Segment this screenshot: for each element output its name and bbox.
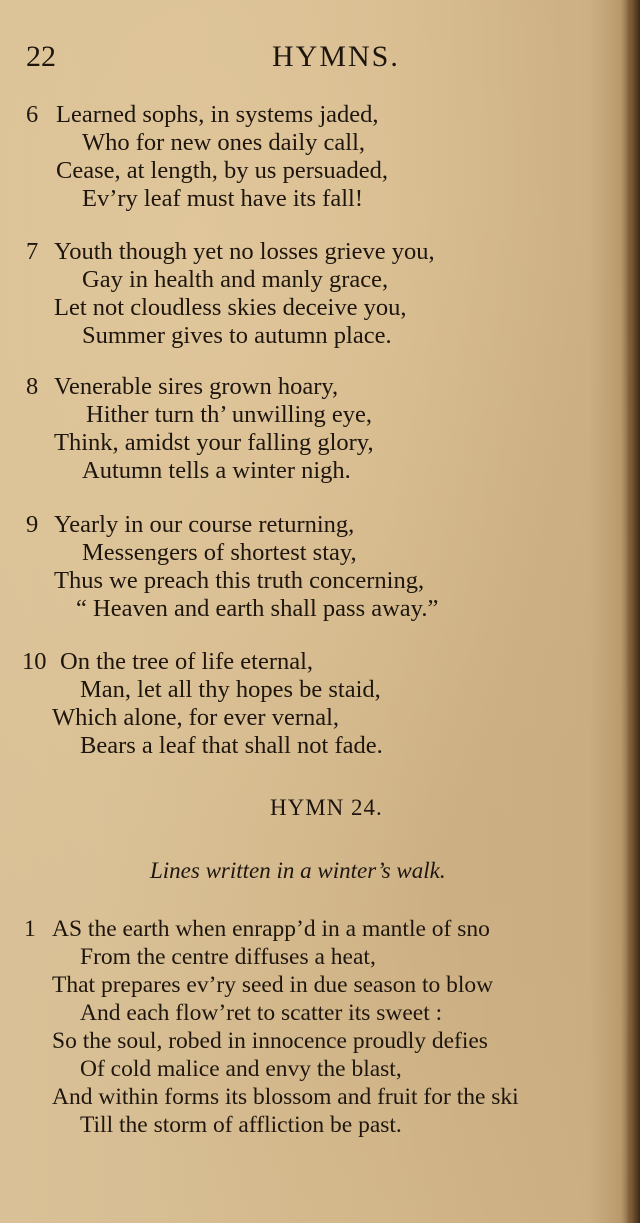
verse-line: Cease, at length, by us persuaded, bbox=[56, 157, 389, 184]
verse-line: Bears a leaf that shall not fade. bbox=[80, 732, 383, 759]
verse-line: Which alone, for ever vernal, bbox=[52, 704, 340, 731]
running-head: HYMNS. bbox=[272, 40, 400, 73]
verse-line: Summer gives to autumn place. bbox=[82, 322, 392, 349]
verse-line: So the soul, robed in innocence proudly defies bbox=[52, 1028, 488, 1054]
verse-line: Think, amidst your falling glory, bbox=[54, 429, 374, 456]
verse-line: Autumn tells a winter nigh. bbox=[82, 457, 351, 484]
stanza-number: 6 bbox=[26, 101, 39, 128]
verse-line: Yearly in our course returning, bbox=[54, 511, 355, 538]
verse-line: Thus we preach this truth concerning, bbox=[54, 567, 425, 594]
verse-line: “ Heaven and earth shall pass away.” bbox=[76, 595, 439, 622]
page-spine-shadow bbox=[626, 0, 640, 1223]
verse-line: On the tree of life eternal, bbox=[60, 648, 314, 675]
verse-line: Messengers of shortest stay, bbox=[82, 539, 357, 566]
verse-line: Youth though yet no losses grieve you, bbox=[54, 238, 435, 265]
verse-line: Till the storm of affliction be past. bbox=[80, 1112, 402, 1138]
stanza-number: 9 bbox=[26, 511, 39, 538]
verse-line: Who for new ones daily call, bbox=[82, 129, 366, 156]
verse-line: Hither turn th’ unwilling eye, bbox=[86, 401, 372, 428]
verse-line: Learned sophs, in systems jaded, bbox=[56, 101, 379, 128]
hymn-title: HYMN 24. bbox=[270, 795, 383, 820]
stanza-number: 7 bbox=[26, 238, 39, 265]
stanza-number: 1 bbox=[24, 916, 36, 942]
verse-line: Venerable sires grown hoary, bbox=[54, 373, 339, 400]
verse-line: AS the earth when enrapp’d in a mantle of sno bbox=[52, 916, 490, 942]
verse-line: And within forms its blossom and fruit for the ski bbox=[52, 1084, 519, 1110]
verse-line: And each flow’ret to scatter its sweet : bbox=[80, 1000, 443, 1026]
verse-line: Gay in health and manly grace, bbox=[82, 266, 389, 293]
verse-line: Let not cloudless skies deceive you, bbox=[54, 294, 407, 321]
stanza-number: 8 bbox=[26, 373, 39, 400]
verse-line: Of cold malice and envy the blast, bbox=[80, 1056, 402, 1082]
verse-line: Man, let all thy hopes be staid, bbox=[80, 676, 381, 703]
verse-line: From the centre diffuses a heat, bbox=[80, 944, 376, 970]
verse-line: Ev’ry leaf must have its fall! bbox=[82, 185, 363, 212]
hymn-subtitle: Lines written in a winter’s walk. bbox=[150, 858, 446, 883]
verse-line: That prepares ev’ry seed in due season to blow bbox=[52, 972, 494, 998]
page-number: 22 bbox=[26, 40, 56, 73]
stanza-number: 10 bbox=[22, 648, 47, 675]
